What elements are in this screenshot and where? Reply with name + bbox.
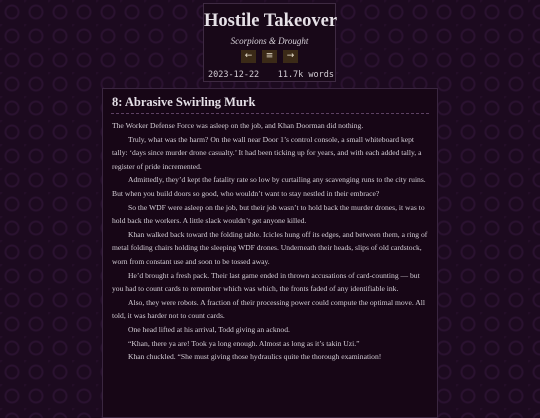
story-title[interactable]: Hostile Takeover xyxy=(204,11,338,31)
prev-chapter-button[interactable] xyxy=(241,50,256,63)
chapter-nav xyxy=(204,50,335,63)
publish-date: 2023-12-22 xyxy=(208,70,260,80)
chapter-text xyxy=(112,119,429,364)
paragraph: One head lifted at his arrival, Todd giving an acknod. xyxy=(128,324,290,334)
paragraph: The Worker Defense Force was asleep on the job, and Khan Doorman did nothing. xyxy=(112,121,364,130)
story-meta xyxy=(208,70,334,80)
paragraph: He’d brought a fresh pack. Their last game ended in thrown accusations of card-counting — but you had to count cards to remember which was which, the fronts faded of any identifiable ink. xyxy=(112,270,420,294)
chapter-index-button[interactable] xyxy=(262,50,277,63)
paragraph: “Khan, there ya are! Took ya long enough. Almost as long as it’s takin Uzi.” xyxy=(128,338,360,348)
paragraph: Also, they were robots. A fraction of their processing power could compute the optimal move. All told, it was harder not to count cards. xyxy=(112,297,425,321)
paragraph: So the WDF were asleep on the job, but their job wasn’t to hold back the murder drones, it was to hold back the workers. A little slack wouldn’t get anyone killed. xyxy=(112,202,425,226)
paragraph: Admittedly, they’d kept the fatality rate so low by curtailing any scavenging runs to the city ruins. But when you build doors so good, who wouldn’t want to stay nestled in their embrace? xyxy=(112,175,426,198)
title-divider xyxy=(111,113,429,114)
paragraph: Truly, what was the harm? On the wall near Door 1’s control console, a small whiteboard kept tally: ‘days since murder drone casualty.’ It had been ticking up for years, and with each added tally, a register of pride incremented. xyxy=(112,134,422,171)
arrow-left-icon: ← xyxy=(244,51,253,61)
word-count: 11.7k words xyxy=(277,70,334,80)
arrow-right-icon: → xyxy=(286,51,295,61)
menu-icon: ≡ xyxy=(265,51,274,61)
next-chapter-button[interactable] xyxy=(283,50,298,63)
paragraph: Khan walked back toward the folding table. Icicles hung off its edges, and between them, a ring of metal folding chairs holding the sleeping WDF drones. Underneath their heads, slips of old cardstock, worn from constant use and soon to be tossed away. xyxy=(112,229,428,266)
paragraph: Khan chuckled. “She must giving those hydraulics quite the thorough examination! xyxy=(128,352,382,362)
chapter-title: 8: Abrasive Swirling Murk xyxy=(112,95,256,109)
story-subtitle: Scorpions & Drought xyxy=(230,36,309,46)
chapter-panel xyxy=(102,88,438,418)
